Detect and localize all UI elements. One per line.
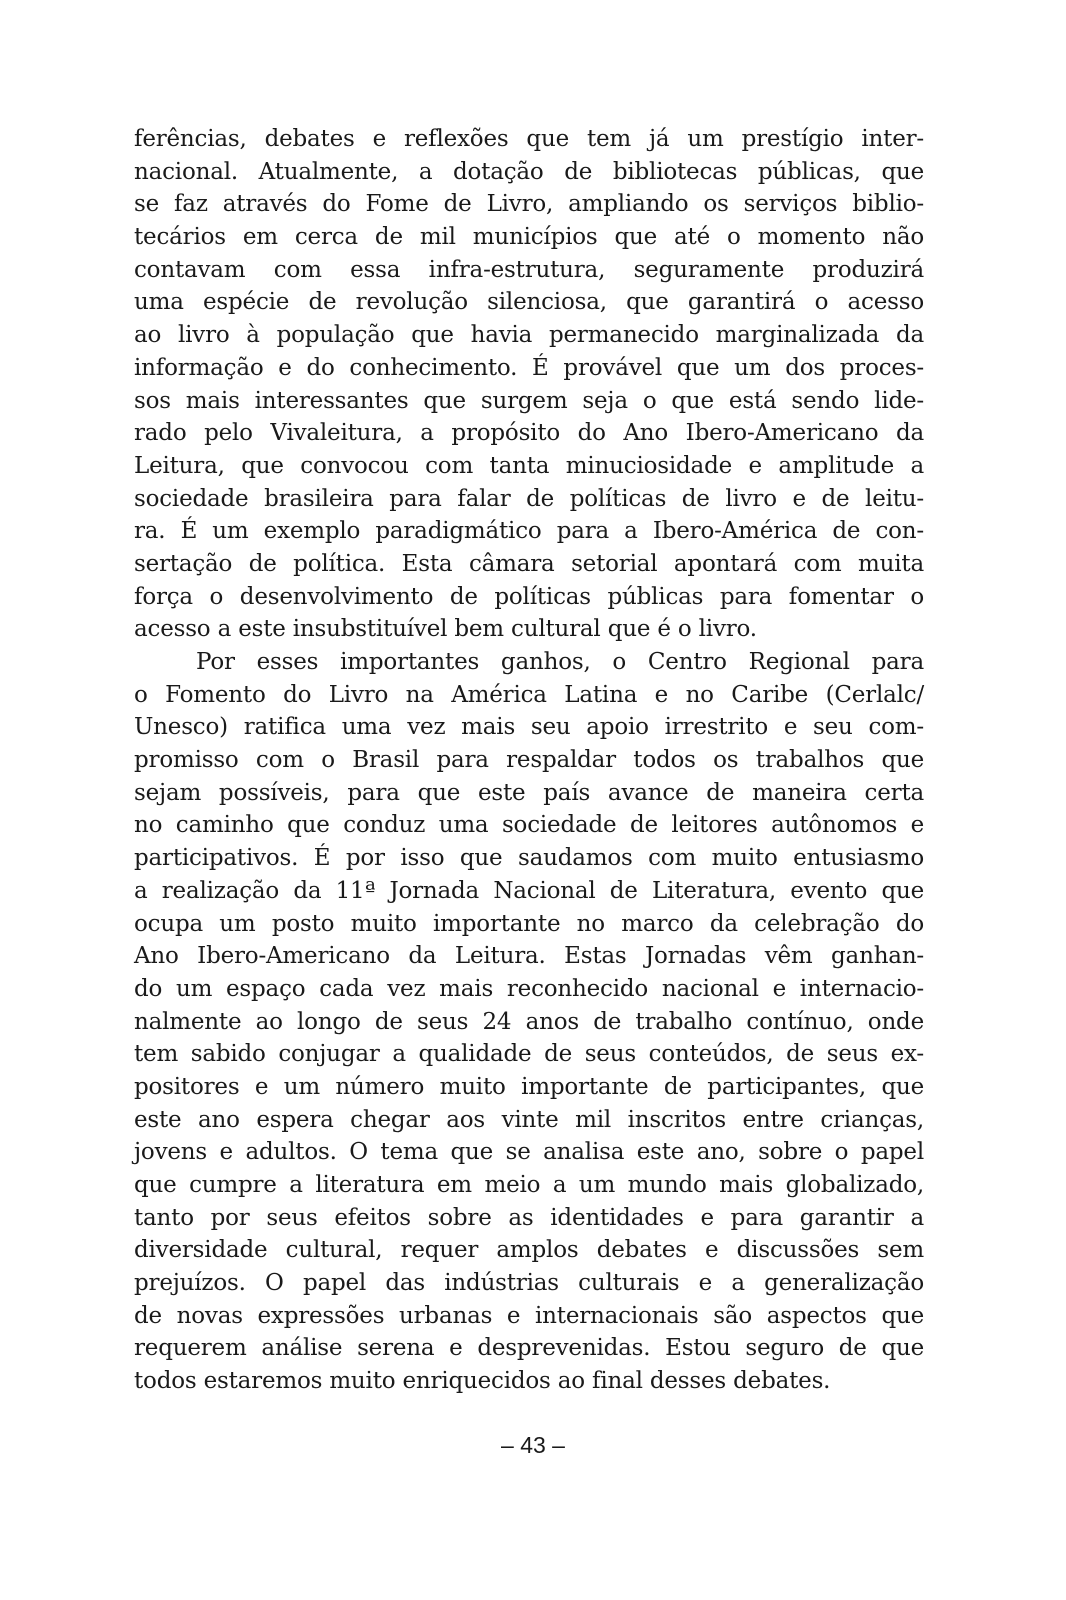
- text-line: acesso a este insubstituível bem cultural que é o livro.: [134, 616, 757, 643]
- text-line: todos estaremos muito enriquecidos ao final desses debates.: [134, 1368, 831, 1395]
- paragraph-1: [134, 123, 924, 646]
- text-line: sociedade brasileira para falar de políticas de livro e de leitu-: [134, 485, 924, 512]
- text-line: promisso com o Brasil para respaldar todos os trabalhos que: [134, 747, 924, 774]
- text-line: participativos. É por isso que saudamos com muito entusiasmo: [134, 845, 924, 872]
- text-line: tem sabido conjugar a qualidade de seus conteúdos, de seus ex-: [134, 1041, 924, 1068]
- page-number: – 43 –: [501, 1432, 565, 1458]
- text-line: no caminho que conduz uma sociedade de leitores autônomos e: [134, 812, 924, 839]
- text-line: a realização da 11ª Jornada Nacional de Literatura, evento que: [134, 877, 924, 904]
- text-line: tecários em cerca de mil municípios que até o momento não: [134, 224, 924, 251]
- text-line: este ano espera chegar aos vinte mil inscritos entre crianças,: [134, 1106, 924, 1133]
- text-line: nacional. Atualmente, a dotação de bibliotecas públicas, que: [134, 158, 924, 185]
- text-line: uma espécie de revolução silenciosa, que garantirá o acesso: [134, 289, 924, 316]
- text-line: rado pelo Vivaleitura, a propósito do Ano Ibero-Americano da: [134, 420, 924, 447]
- text-line: ao livro à população que havia permanecido marginalizada da: [134, 322, 924, 349]
- text-line: requerem análise serena e desprevenidas. Estou seguro de que: [134, 1335, 924, 1362]
- text-line: diversidade cultural, requer amplos debates e discussões sem: [134, 1237, 924, 1264]
- text-line: do um espaço cada vez mais reconhecido nacional e internacio-: [134, 975, 924, 1002]
- text-line: informação e do conhecimento. É provável que um dos proces-: [134, 354, 924, 381]
- text-line: sertação de política. Esta câmara setorial apontará com muita: [134, 550, 924, 577]
- text-line: ra. É um exemplo paradigmático para a Ibero-América de con-: [134, 518, 924, 545]
- text-line: nalmente ao longo de seus 24 anos de trabalho contínuo, onde: [134, 1008, 924, 1035]
- text-line: o Fomento do Livro na América Latina e no Caribe (Cerlalc/: [134, 681, 924, 708]
- text-line: Unesco) ratifica uma vez mais seu apoio irrestrito e seu com-: [134, 714, 924, 741]
- text-line: que cumpre a literatura em meio a um mundo mais globalizado,: [134, 1172, 924, 1198]
- text-line: ferências, debates e reflexões que tem já um prestígio inter-: [134, 126, 924, 152]
- text-line: prejuízos. O papel das indústrias culturais e a generalização: [134, 1270, 924, 1297]
- text-line: ocupa um posto muito importante no marco da celebração do: [134, 910, 924, 937]
- text-line: Por esses importantes ganhos, o Centro Regional para: [196, 649, 924, 675]
- text-line: jovens e adultos. O tema que se analisa este ano, sobre o papel: [134, 1139, 924, 1166]
- text-line: Ano Ibero-Americano da Leitura. Estas Jornadas vêm ganhan-: [134, 943, 924, 970]
- body-text: [134, 123, 924, 1398]
- text-line: tanto por seus efeitos sobre as identidades e para garantir a: [134, 1204, 924, 1231]
- text-line: positores e um número muito importante de participantes, que: [134, 1073, 924, 1100]
- text-line: de novas expressões urbanas e internacionais são aspectos que: [134, 1302, 924, 1329]
- text-line: Leitura, que convocou com tanta minuciosidade e amplitude a: [134, 452, 924, 479]
- text-line: contavam com essa infra-estrutura, seguramente produzirá: [134, 256, 924, 283]
- text-line: força o desenvolvimento de políticas públicas para fomentar o: [134, 583, 924, 610]
- text-line: se faz através do Fome de Livro, ampliando os serviços biblio-: [134, 191, 924, 218]
- paragraph-2: [134, 646, 924, 1398]
- text-line: sejam possíveis, para que este país avance de maneira certa: [134, 779, 924, 806]
- text-line: sos mais interessantes que surgem seja o que está sendo lide-: [134, 387, 924, 414]
